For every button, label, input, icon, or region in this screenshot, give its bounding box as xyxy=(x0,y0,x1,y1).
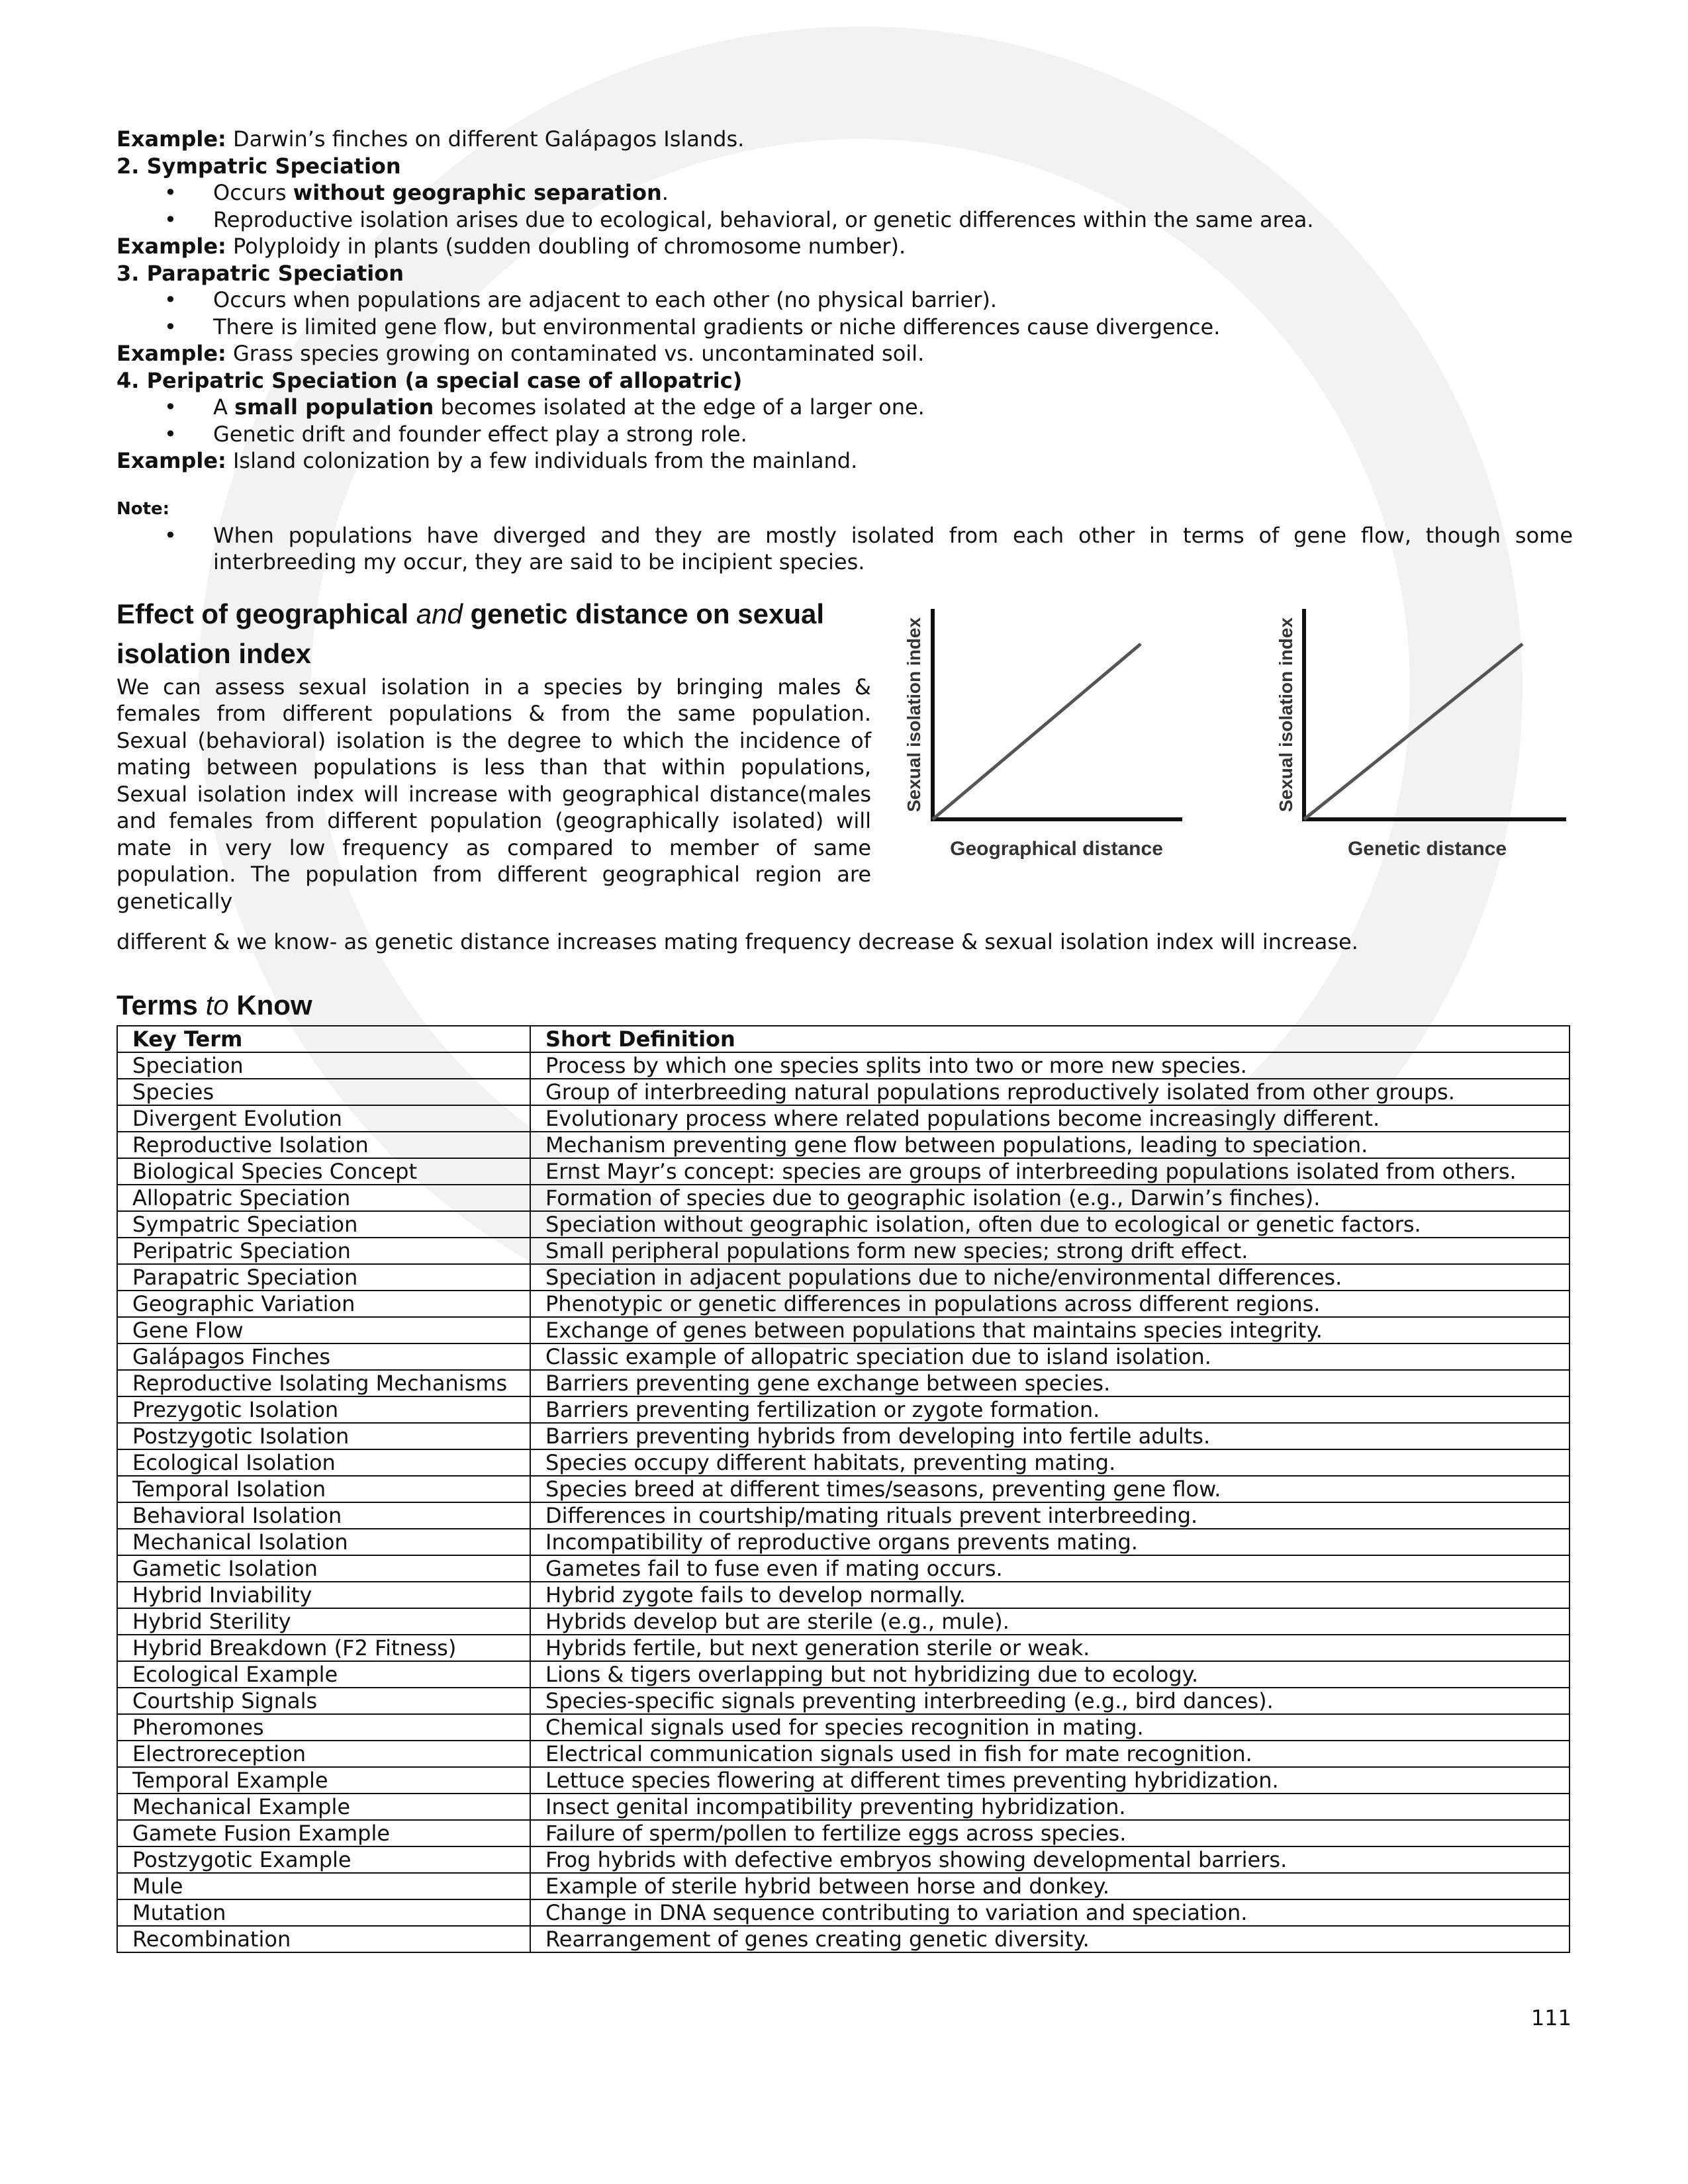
definition-cell: Gametes fail to fuse even if mating occurs. xyxy=(530,1555,1570,1582)
table-row xyxy=(117,1555,1570,1582)
definition-cell: Classic example of allopatric speciation due to island isolation. xyxy=(530,1343,1570,1370)
list-item: • A small population becomes isolated at the edge of a larger one. xyxy=(164,394,925,420)
key-term-cell: Temporal Example xyxy=(117,1767,530,1794)
table-row xyxy=(117,1238,1570,1264)
key-term-cell: Reproductive Isolation xyxy=(117,1132,530,1158)
definition-cell: Differences in courtship/mating rituals prevent interbreeding. xyxy=(530,1502,1570,1529)
table-row xyxy=(117,1449,1570,1476)
note-label: Note: xyxy=(117,498,170,519)
table-row xyxy=(117,1846,1570,1873)
definition-cell: Mechanism preventing gene flow between populations, leading to speciation. xyxy=(530,1132,1570,1158)
example-allopatric: Example: Darwin’s finches on different Galápagos Islands. xyxy=(117,126,745,152)
effect-title-line2: isolation index xyxy=(117,637,312,669)
data-line xyxy=(933,644,1141,819)
table-row xyxy=(117,1264,1570,1291)
table-row xyxy=(117,1502,1570,1529)
table-row xyxy=(117,1079,1570,1105)
key-term-cell: Electroreception xyxy=(117,1741,530,1767)
table-row xyxy=(117,1714,1570,1741)
key-term-cell: Gametic Isolation xyxy=(117,1555,530,1582)
key-term-cell: Mule xyxy=(117,1873,530,1899)
list-item: • Reproductive isolation arises due to ecological, behavioral, or genetic differences within the same area. xyxy=(164,206,1314,232)
definition-cell: Barriers preventing fertilization or zygote formation. xyxy=(530,1396,1570,1423)
key-term-cell: Geographic Variation xyxy=(117,1291,530,1317)
definition-cell: Rearrangement of genes creating genetic diversity. xyxy=(530,1926,1570,1952)
chart-genetic xyxy=(1276,609,1566,860)
definition-cell: Frog hybrids with defective embryos showing developmental barriers. xyxy=(530,1846,1570,1873)
table-row xyxy=(117,1423,1570,1449)
key-term-cell: Hybrid Sterility xyxy=(117,1608,530,1635)
table-row xyxy=(117,1661,1570,1688)
heading-parapatric: 3. Parapatric Speciation xyxy=(117,260,404,286)
key-term-cell: Hybrid Inviability xyxy=(117,1582,530,1608)
definition-cell: Change in DNA sequence contributing to variation and speciation. xyxy=(530,1899,1570,1926)
table-header-row xyxy=(117,1026,1570,1052)
key-term-cell: Sympatric Speciation xyxy=(117,1211,530,1238)
terms-table xyxy=(117,1025,1570,1953)
page-content xyxy=(117,126,1573,1953)
definition-cell: Insect genital incompatibility preventing hybridization. xyxy=(530,1794,1570,1820)
table-row xyxy=(117,1370,1570,1396)
key-term-cell: Parapatric Speciation xyxy=(117,1264,530,1291)
key-term-cell: Mechanical Example xyxy=(117,1794,530,1820)
table-row xyxy=(117,1396,1570,1423)
key-term-cell: Courtship Signals xyxy=(117,1688,530,1714)
definition-cell: Incompatibility of reproductive organs prevents mating. xyxy=(530,1529,1570,1555)
table-row xyxy=(117,1105,1570,1132)
heading-sympatric: 2. Sympatric Speciation xyxy=(117,153,401,179)
definition-cell: Hybrids fertile, but next generation sterile or weak. xyxy=(530,1635,1570,1661)
effect-conclusion: different & we know- as genetic distance increases mating frequency decrease & sexual isolation index will increase. xyxy=(117,929,1358,954)
key-term-cell: Mechanical Isolation xyxy=(117,1529,530,1555)
key-term-cell: Postzygotic Example xyxy=(117,1846,530,1873)
definition-cell: Group of interbreeding natural populations reproductively isolated from other groups. xyxy=(530,1079,1570,1105)
table-row xyxy=(117,1185,1570,1211)
key-term-cell: Recombination xyxy=(117,1926,530,1952)
key-term-cell: Postzygotic Isolation xyxy=(117,1423,530,1449)
example-parapatric: Example: Grass species growing on contaminated vs. uncontaminated soil. xyxy=(117,341,925,366)
definition-cell: Speciation without geographic isolation, often due to ecological or genetic factors. xyxy=(530,1211,1570,1238)
table-row xyxy=(117,1608,1570,1635)
table-row xyxy=(117,1820,1570,1846)
definition-cell: Process by which one species splits into two or more new species. xyxy=(530,1052,1570,1079)
definition-cell: Failure of sperm/pollen to fertilize eggs across species. xyxy=(530,1820,1570,1846)
definition-cell: Phenotypic or genetic differences in populations across different regions. xyxy=(530,1291,1570,1317)
x-axis-label: Genetic distance xyxy=(1347,837,1507,860)
table-row xyxy=(117,1476,1570,1502)
effect-section xyxy=(117,594,1573,929)
table-row xyxy=(117,1873,1570,1899)
definition-cell: Evolutionary process where related populations become increasingly different. xyxy=(530,1105,1570,1132)
key-term-cell: Temporal Isolation xyxy=(117,1476,530,1502)
definition-cell: Lettuce species flowering at different times preventing hybridization. xyxy=(530,1767,1570,1794)
key-term-cell: Species xyxy=(117,1079,530,1105)
key-term-cell: Allopatric Speciation xyxy=(117,1185,530,1211)
key-term-cell: Gene Flow xyxy=(117,1317,530,1343)
column-header: Key Term xyxy=(117,1026,530,1052)
definition-cell: Barriers preventing gene exchange between species. xyxy=(530,1370,1570,1396)
y-axis-label: Sexual isolation index xyxy=(1276,617,1296,812)
key-term-cell: Behavioral Isolation xyxy=(117,1502,530,1529)
key-term-cell: Biological Species Concept xyxy=(117,1158,530,1185)
table-row xyxy=(117,1767,1570,1794)
heading-peripatric: 4. Peripatric Speciation (a special case of allopatric) xyxy=(117,367,743,393)
distance-charts xyxy=(898,609,1573,887)
table-row xyxy=(117,1926,1570,1952)
x-axis-label: Geographical distance xyxy=(950,837,1163,860)
definition-cell: Electrical communication signals used in fish for mate recognition. xyxy=(530,1741,1570,1767)
key-term-cell: Mutation xyxy=(117,1899,530,1926)
definition-cell: Species occupy different habitats, preventing mating. xyxy=(530,1449,1570,1476)
table-row xyxy=(117,1899,1570,1926)
table-row xyxy=(117,1794,1570,1820)
table-row xyxy=(117,1343,1570,1370)
key-term-cell: Peripatric Speciation xyxy=(117,1238,530,1264)
definition-cell: Hybrids develop but are sterile (e.g., mule). xyxy=(530,1608,1570,1635)
definition-cell: Speciation in adjacent populations due to niche/environmental differences. xyxy=(530,1264,1570,1291)
y-axis-label: Sexual isolation index xyxy=(904,617,924,812)
table-row xyxy=(117,1211,1570,1238)
table-row xyxy=(117,1158,1570,1185)
effect-body: We can assess sexual isolation in a species by bringing males & females from different populations & from the same population. Sexual (behavioral) isolation is the degree to which the incidence of mating between populations is less than that within populations, Sexual isolation index will increase with geographical distance(males and females from different population (geographically isolated) will mate in very low frequency as compared to member of same population. The population from different geographical region are genetically xyxy=(117,674,871,914)
table-row xyxy=(117,1291,1570,1317)
definition-cell: Hybrid zygote fails to develop normally. xyxy=(530,1582,1570,1608)
key-term-cell: Ecological Isolation xyxy=(117,1449,530,1476)
definition-cell: Lions & tigers overlapping but not hybridizing due to ecology. xyxy=(530,1661,1570,1688)
effect-title: Effect of geographical and genetic distance on sexual xyxy=(117,598,824,629)
example-sympatric: Example: Polyploidy in plants (sudden doubling of chromosome number). xyxy=(117,234,906,259)
key-term-cell: Galápagos Finches xyxy=(117,1343,530,1370)
key-term-cell: Ecological Example xyxy=(117,1661,530,1688)
table-row xyxy=(117,1529,1570,1555)
table-row xyxy=(117,1317,1570,1343)
data-line xyxy=(1304,644,1523,819)
definition-cell: Species-specific signals preventing interbreeding (e.g., bird dances). xyxy=(530,1688,1570,1714)
key-term-cell: Reproductive Isolating Mechanisms xyxy=(117,1370,530,1396)
key-term-cell: Speciation xyxy=(117,1052,530,1079)
chart-geographical xyxy=(904,609,1182,860)
key-term-cell: Divergent Evolution xyxy=(117,1105,530,1132)
table-row xyxy=(117,1688,1570,1714)
terms-table-body xyxy=(117,1052,1570,1952)
list-item: • Occurs without geographic separation. xyxy=(164,180,669,205)
table-row xyxy=(117,1582,1570,1608)
definition-cell: Barriers preventing hybrids from developing into fertile adults. xyxy=(530,1423,1570,1449)
table-row xyxy=(117,1052,1570,1079)
definition-cell: Species breed at different times/seasons, preventing gene flow. xyxy=(530,1476,1570,1502)
note-text: • When populations have diverged and they are mostly isolated from each other in terms of gene flow, though some interbreeding my occur, they are said to be incipient species. xyxy=(164,522,1573,574)
terms-title: Terms to Know xyxy=(117,989,312,1021)
list-item: • Occurs when populations are adjacent to each other (no physical barrier). xyxy=(164,287,997,312)
key-term-cell: Pheromones xyxy=(117,1714,530,1741)
table-row xyxy=(117,1635,1570,1661)
table-row xyxy=(117,1132,1570,1158)
definition-cell: Exchange of genes between populations that maintains species integrity. xyxy=(530,1317,1570,1343)
list-item: • Genetic drift and founder effect play a strong role. xyxy=(164,421,747,447)
definition-cell: Small peripheral populations form new species; strong drift effect. xyxy=(530,1238,1570,1264)
definition-cell: Formation of species due to geographic isolation (e.g., Darwin’s finches). xyxy=(530,1185,1570,1211)
key-term-cell: Gamete Fusion Example xyxy=(117,1820,530,1846)
definition-cell: Chemical signals used for species recognition in mating. xyxy=(530,1714,1570,1741)
example-peripatric: Example: Island colonization by a few individuals from the mainland. xyxy=(117,448,858,473)
table-row xyxy=(117,1741,1570,1767)
list-item: • There is limited gene flow, but environmental gradients or niche differences cause divergence. xyxy=(164,314,1221,340)
definition-cell: Ernst Mayr’s concept: species are groups of interbreeding populations isolated from others. xyxy=(530,1158,1570,1185)
definition-cell: Example of sterile hybrid between horse and donkey. xyxy=(530,1873,1570,1899)
page-number: 111 xyxy=(1530,2005,1571,2030)
column-header: Short Definition xyxy=(530,1026,1570,1052)
key-term-cell: Hybrid Breakdown (F2 Fitness) xyxy=(117,1635,530,1661)
key-term-cell: Prezygotic Isolation xyxy=(117,1396,530,1423)
